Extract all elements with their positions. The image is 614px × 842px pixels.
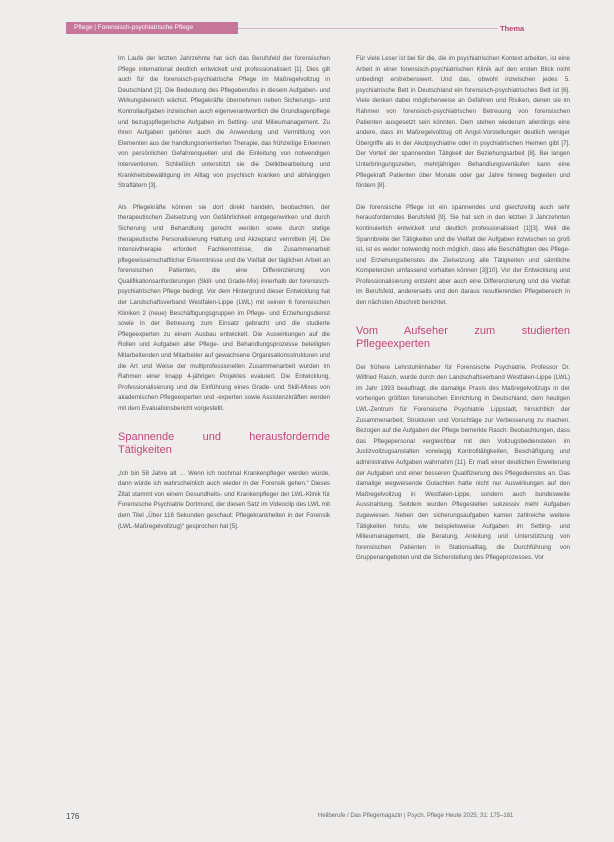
section-heading: Vom Aufseher zum studierten Pflegeexperten: [356, 324, 570, 350]
body-paragraph: Für viele Leser ist bei für die, die im psychiatrischen Kontext arbeiten, ist eine Arbeit in einer forensisch-psychiatrischen Klinik auf den ersten Blick nicht unbedingt erstrebenswert. Und das, obwohl inzwischen jedes 5. psychiatrische Bett in Deutschland ein forensisch-psychiatrisches Bett ist [6]. Viele denken dabei möglicherweise an Gefahren und Risiken, denen sie im Rahmen von forensisch-psychiatrischen Betreuung von forensischen Patienten ausgesetzt sein könnten. Dem stehen wiederum allerdings eine andere, dass im Maßregelvollzug oft Angst-Vorstellungen deutlich weniger Übergriffe als in der Akutpsychiatrie oder in psychiatrischen Heimen gibt [7]. Der Vorteil der spannenden Tätigkeit der Beziehungsarbeit [8]. Bei langen Unterbringungszeiten, mehrjährigen Behandlungsverläufen kann eine Pflegekraft Patienten über Monate oder gar Jahre hinweg begleiten und fördern [8].: [356, 55, 570, 190]
header-divider: [238, 28, 498, 29]
section-header: Pflege | Forensisch-psychiatrische Pflege: [66, 22, 238, 34]
body-paragraph: Der frühere Lehrstuhlinhaber für Forensische Psychiatrie, Professor Dr. Wilfried Rasch, wurde durch den Landschaftsverband Westfalen-Lippe (LWL) im Jahr 1993 beauftragt, die damalige Praxis des Maßregelvollzugs in der vorherigen größten forensischen Einrichtung in Deutschland, dem heutigen LWL-Zentrum für Forensische Psychiatrie Lippstadt, hinsichtlich der Zusammenarbeit, Strukturen und Vorschläge zur Verbesserung zu machen. Bezogen auf die Aufgaben der Pflege bemerkte Rasch: Beobachtungen, dass das Pflegepersonal vergleichbar mit den Vollzugsbediensteten im Justizvollzugsanstalten vorwiegig Kontrolltätigkeiten, Beschäftigung und administrative Aufgaben wahrnahm [11]. Er maß einer deutlichen Erweiterung der Aufgaben und einer besseren Qualifizierung des Pflegedienstes an. Das damalige wegweisende Gutachten hatte nicht nur Auswirkungen auf den Maßregelvollzug in Westfalen-Lippe, sondern auch bundesweite Ausstrahlung. Seitdem wurden Pflegestellen sukzessiv mehr Aufgaben zugewiesen. Neben den sicherungsaufgaben kamen zahlreiche weitere Tätigkeiten hinzu, wie beispielsweise Aufgaben im Setting- und Milieumanagement, die Beratung, Anleitung und Unterstützung von forensischen Patienten in Stationsalltag, die Durchführung von Gruppenangeboten und die Sicherstellung des Pflegeprozesses. Vor: [356, 363, 570, 562]
left-column: [118, 54, 330, 543]
right-column: [356, 54, 570, 575]
page-footer: [66, 812, 570, 824]
page-number: 176: [66, 812, 80, 821]
journal-citation: Heilberufe / Das Pflegemagazin | Psych. Pflege Heute 2025; 31: 175–181: [318, 813, 514, 819]
body-paragraph: Im Laufe der letzten Jahrzehnte hat sich das Berufsfeld der forensischen Pflege international deutlich entwickelt und professionalisiert [1]. Dies gilt auch für die forensisch-psychiatrische Pflege im Maßregelvollzug in Deutschland [2]. Die Bedeutung des Pflegeberufes in diesem Aufgaben- und Wirkungsbereich wächst. Pflegekräfte übernehmen neben Sicherungs- und Kontrollaufgaben inzwischen auch eigenverantwortlich die Grundlagenpflege und bezugspflegerische Aufgaben im Setting- und Milieumanagement. Zu ihren Aufgaben gehören auch die Anwendung und Vermittlung von Elementen aus der handlungsorientierten Therapie, das frühzeitige Erkennen von persönlichen Gefahrenquellen und die Einleitung von notwendigen Interventionen. Schließlich unterstützt sie die Deliktbearbeitung und Krankheitsbewältigung im Alltag von psychisch kranken und abhängigen Straftätern [3].: [118, 55, 330, 190]
body-paragraph: Als Pflegekräfte können sie dort direkt handeln, beobachten, der therapeutischen Zielsetzung von Gefährlichkeit entgegenwirken und durch Sicherung und Behandlung gerecht werden sowie durch stetige therapeutische Personalisierung Haltung und Akzeptanz vermitteln [4]. Die Intensivtherapie erfordert Fachkenntnisse, die Zusammenarbeit pflegewissenschaftlicher Erkenntnisse und die Vielfalt der täglichen Arbeit an forensischen Patienten, die eine Differenzierung von Qualifikationsanforderungen (Skill- und Grade-Mix) innerhalb der forensisch-psychiatrischen Pflege bedingt. Vor dem Hintergrund dieser Entwicklung hat der Landschaftsverband Westfalen-Lippe (LWL) mit seinen 6 forensischen Kliniken 2 (neue) Beschäftigungsgruppen im Pflege- und Erziehungsdienst sowie in der Betreuung zum Einsatz gebracht und die studierte Pflegeexperten zu einem Ausbau entwickelt. Die Auswirkungen auf die Rollen und Aufgaben aller Pflege- und Behandlungsprozesse beteiligten Mitarbeitenden und Mitarbeiter auf gewachsene Organisationsstrukturen und die Art und Weise der multiprofessionellen Zusammenarbeit wurden im Rahmen einer knapp 4-jährigen Projektes evaluiert. Die Entwicklung, Professionalisierung und die Einführung eines Grade- und Skill-Mixes von akademischen Pflegeexperten und -experten sowie Assistenzkräften werden mit dem Evaluationsbericht vorgestellt.: [118, 203, 330, 412]
body-paragraph: „Ich bin 58 Jahre alt … Wenn ich nochmal Krankenpfleger werden würde, dann würde ich wahrscheinlich auch wieder in der Forensik gehen.“ Dieses Zitat stammt von einem Gesundheits- und Krankenpfleger der LWL-Klinik für Forensische Psychiatrie Dortmund, der diesen Satz im Videoclip des LWL mit dem Titel „Über 116 Sekunden geschaut: Pflegekrankheiten in der Forensik (LWL-Maßregelvollzug)“ gesprochen hat [5].: [118, 469, 330, 530]
body-paragraph: Die forensische Pflege ist ein spannendes und gleichzeitig auch sehr herausforderndes Berufsfeld [9]. Sie hat sich in den letzten 3 Jahrzehnten kontinuierlich entwickelt und deutlich professionalisiert [1][3]. Weil die Spannbreite der Tätigkeiten und die Vielfalt der Aufgaben inzwischen so groß ist, ist es weder notwendig noch möglich, dass alle Beschäftigten des Pflege- und Erziehungsdienstes die Zielsetzung alle Tätigkeiten und sämtliche Kompetenzen umfassend vorhalten können [3][10]. Vor der Entwicklung und Professionalisierung entsteht aber auch eine Differenzierung und die Vielfalt im Berufsfeld, andererseits und den daraus resultierenden Pflegebereich in den nächsten Abschnitt berichtet.: [356, 203, 570, 307]
section-heading: Spannende und herausfordernde Tätigkeiten: [118, 430, 330, 456]
section-tag: Thema: [500, 24, 525, 33]
